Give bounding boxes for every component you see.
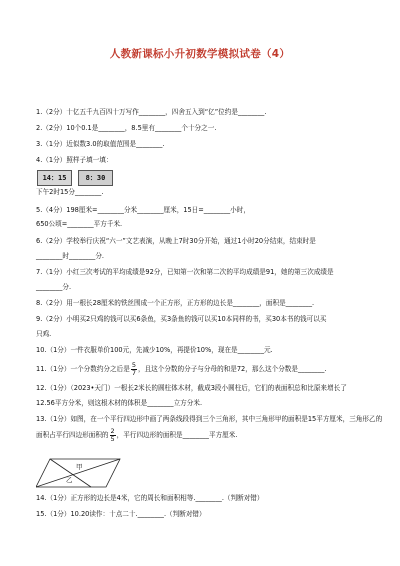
question-4: 4.（1分）照样子填一填： bbox=[36, 156, 113, 164]
digital-clock-1: 14：15 bbox=[37, 170, 72, 186]
question-9: 9.（2分）小明买2只鸡的钱可以买6条鱼，买3条鱼的钱可以买10本同样的书，买30本书的钱可以买 只鸡. bbox=[36, 315, 327, 338]
digital-clock-2: 8：30 bbox=[78, 170, 113, 186]
question-15: 15.（1分）10.20读作：十点二十.________.（判断对错） bbox=[36, 510, 206, 518]
page-title: 人教新课标小升初数学模拟试卷（4） bbox=[109, 48, 291, 60]
question-3: 3.（1分）近似数3.0的取值范围是________. bbox=[36, 140, 165, 148]
question-4-item: 下午2时15分________. bbox=[36, 188, 104, 196]
clock-examples bbox=[37, 170, 113, 186]
question-10: 10.（1分）一件衣服单价100元，先减少10%，再提价10%，现在是________元. bbox=[36, 346, 273, 354]
label-jia: 甲 bbox=[76, 463, 83, 471]
question-8: 8.（2分）用一根长28厘米的铁丝围成一个正方形，正方形的边长是________，面积是________. bbox=[36, 299, 315, 307]
question-13: 13.（1分）如图，在一个平行四边形中画了两条线段得到三个三角形，其中三角形甲的面积是15平方厘米，三角形乙的 面积占平行四边形面积的 $\frac{2}{5}$ ，平行四边形的面积是________平方厘米. bbox=[36, 415, 383, 443]
label-yi: 乙 bbox=[66, 476, 73, 484]
question-2: 2.（2分）10个0.1是________，8.5里有________个十分之一. bbox=[36, 124, 217, 132]
question-5: 5.（4分）198厘米=________分米________厘米，15日=________小时， 650公顷=________平方千米. bbox=[36, 206, 250, 228]
question-11: 11.（1分）一个分数约分之后是 $\frac{5}{7}$ ，且这个分数的分子与分母的和是72，那么这个分数是________. bbox=[36, 361, 327, 377]
fraction-5-7: $\frac{5}{7}$ bbox=[131, 361, 136, 377]
question-12: 12.（1分）（2023•天门）一根长2米长的圆柱体木材，截成3段小圆柱后，它们的表面积总和比原来增长了 12.56平方分米，则这根木材的体积是________立方分米. bbox=[36, 384, 347, 407]
question-7: 7.（1分）小红三次考试的平均成绩是92分，已知第一次和第二次的平均成绩是91，她的第三次成绩是 ________分. bbox=[36, 268, 334, 291]
fraction-2-5: $\frac{2}{5}$ bbox=[110, 427, 115, 443]
question-1: 1.（2分）十亿五千九百四十万写作________，四舍五入到“亿”位约是________. bbox=[36, 108, 267, 116]
question-6: 6.（2分）学校举行庆祝“六一”文艺表演，从晚上7时30分开始，通过1小时20分结束，结束时是 ________时________分. bbox=[36, 237, 316, 260]
parallelogram-diagram bbox=[36, 458, 122, 488]
question-14: 14.（1分）正方形的边长是4米，它的周长和面积相等.________.（判断对错） bbox=[36, 494, 264, 502]
